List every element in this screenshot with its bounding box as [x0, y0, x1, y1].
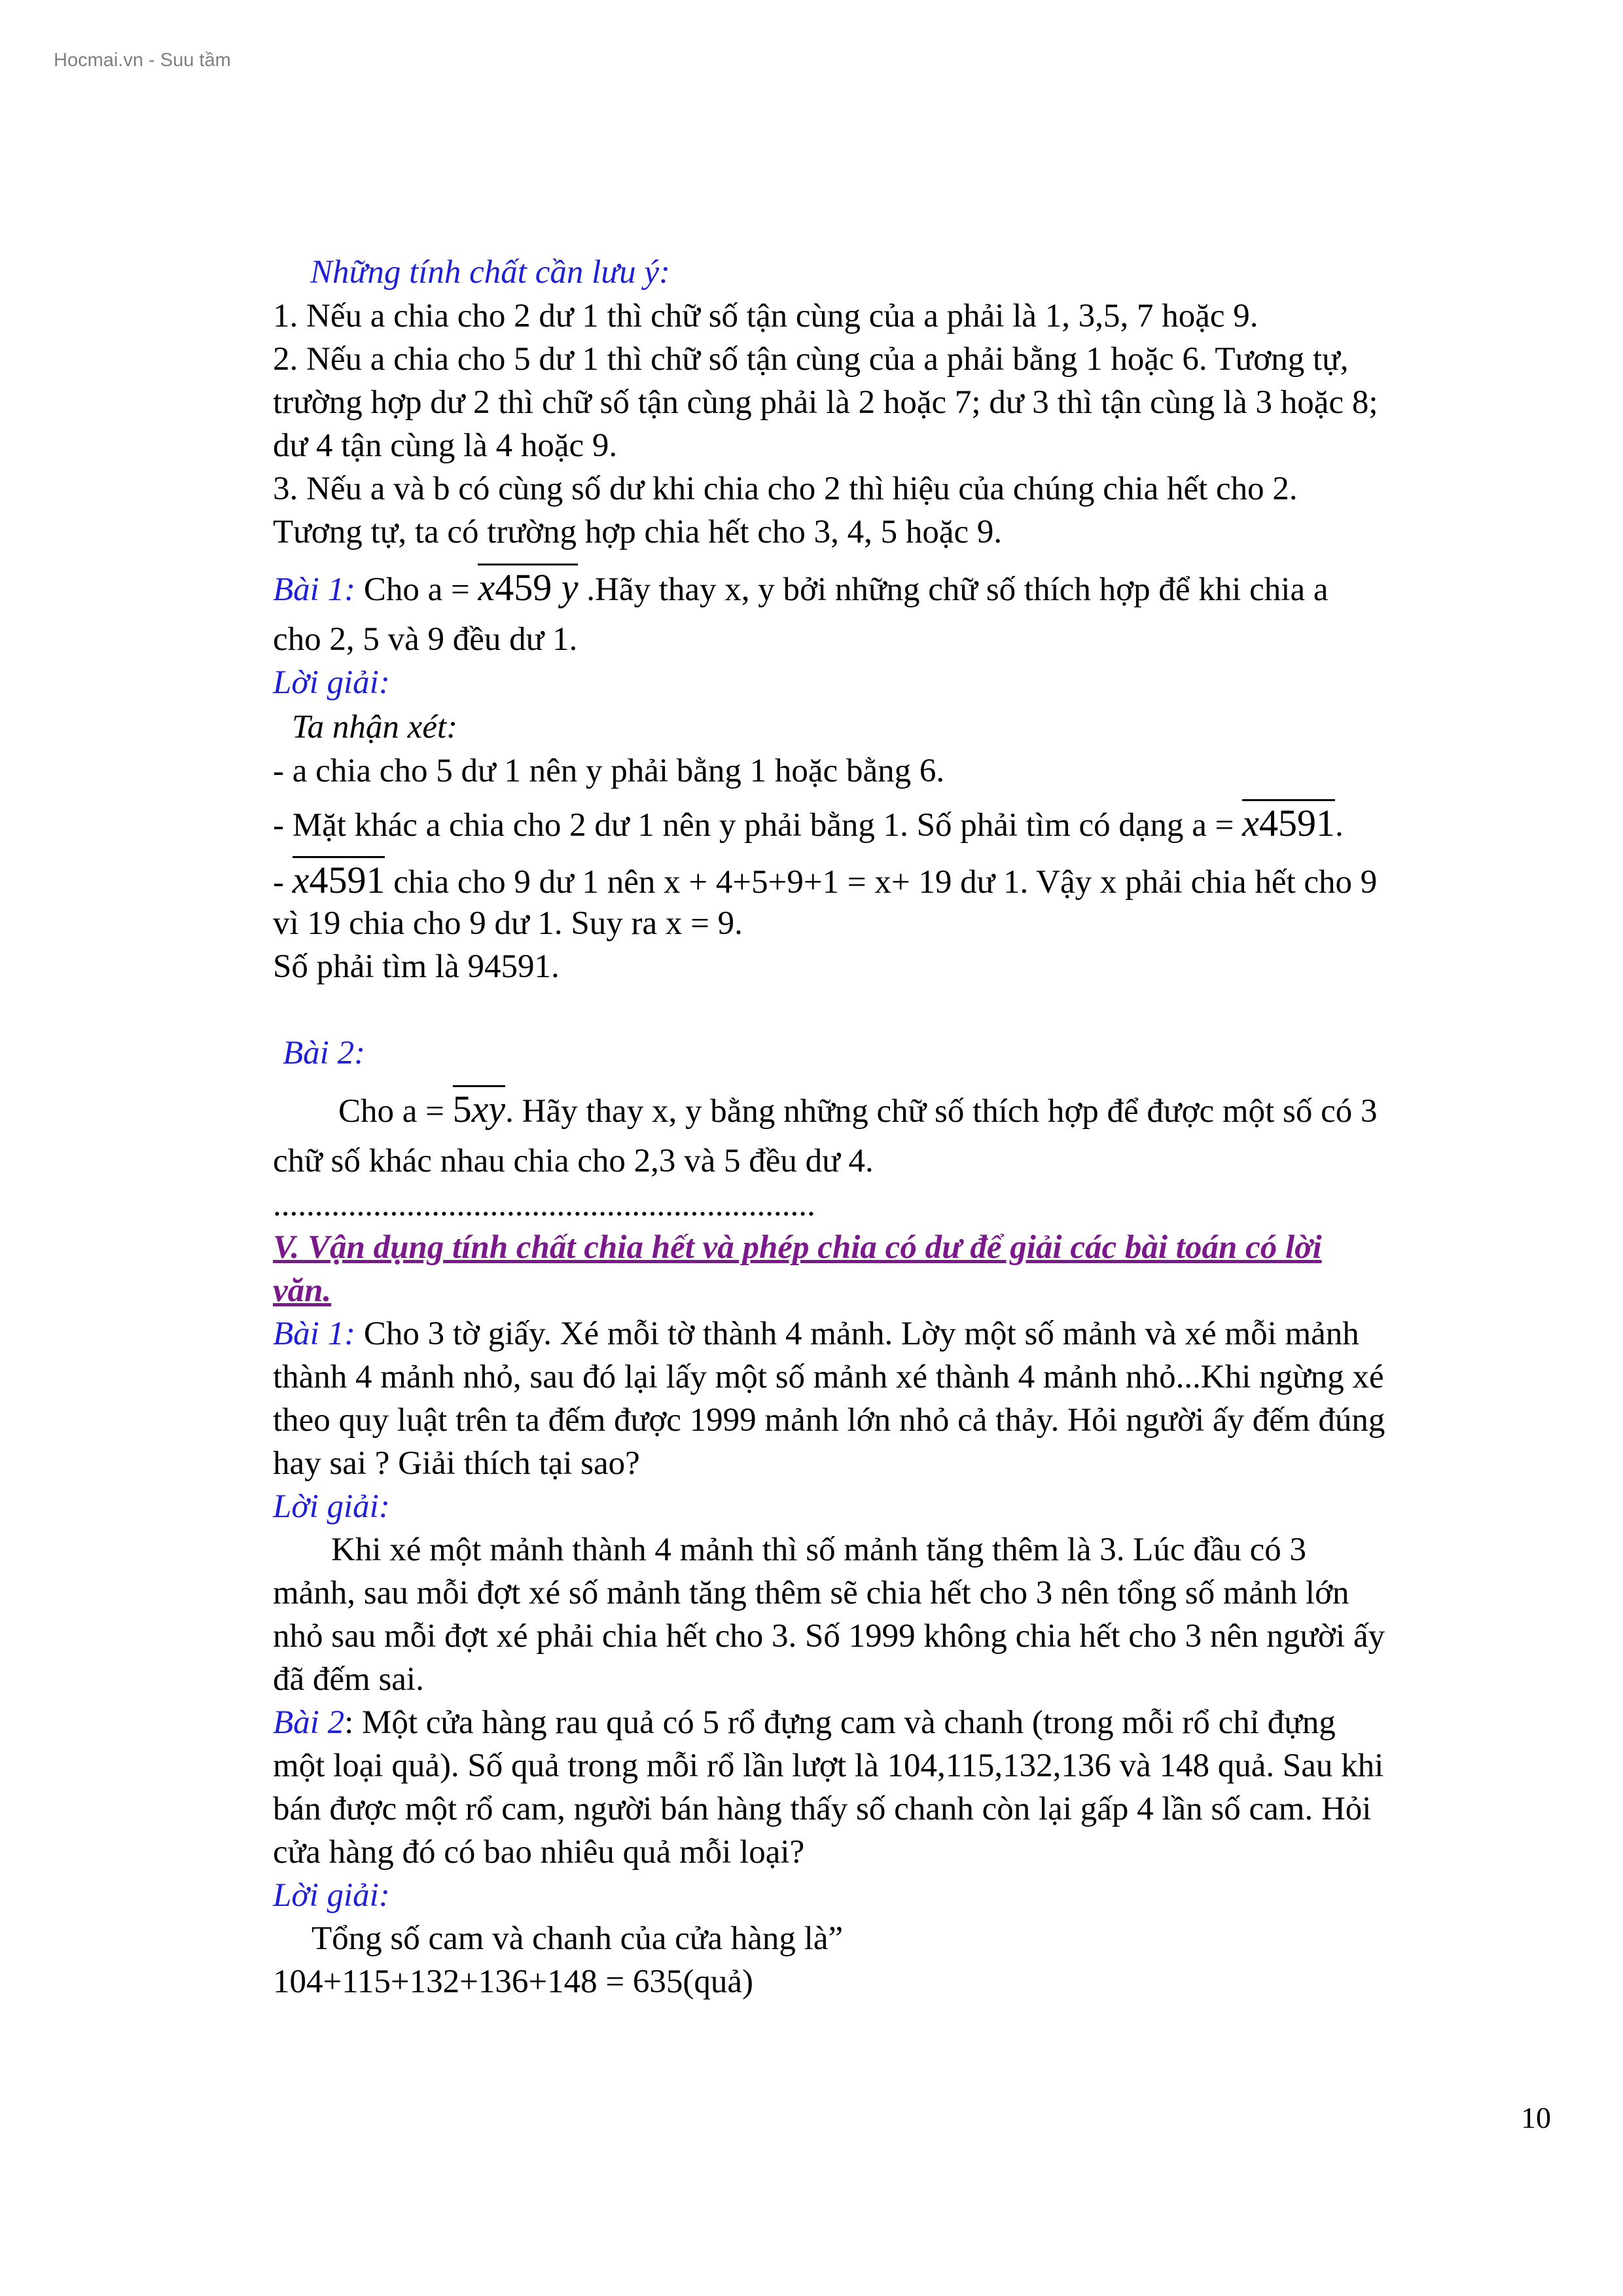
- v-bai1-solution-label: Lời giải:: [273, 1488, 390, 1525]
- section-v-heading-line-2: văn.: [273, 1272, 332, 1309]
- bai1-remark: Ta nhận xét:: [292, 709, 458, 745]
- bai1-label: Bài 1:: [273, 571, 356, 608]
- property-2-line-3: dư 4 tận cùng là 4 hoặc 9.: [273, 427, 618, 464]
- bai1-answer: Số phải tìm là 94591.: [273, 948, 560, 985]
- page-number: 10: [1521, 2101, 1551, 2134]
- bai1-pre: Cho a =: [355, 571, 478, 608]
- bai1-problem-line-1: [273, 566, 1329, 611]
- bai1-step-2: - Mặt khác a chia cho 2 dư 1 nên y phải bằng 1. Số phải tìm có dạng a = x4591.: [273, 802, 1344, 847]
- v-bai1-solution-1: Khi xé một mảnh thành 4 mảnh thì số mảnh tăng thêm là 3. Lúc đầu có 3: [331, 1532, 1307, 1568]
- v-bai1-line-1: Bài 1: Cho 3 tờ giấy. Xé mỗi tờ thành 4 mảnh. Lờy một số mảnh và xé mỗi mảnh: [273, 1316, 1359, 1352]
- property-3-line-1: 3. Nếu a và b có cùng số dư khi chia cho 2 thì hiệu của chúng chia hết cho 2.: [273, 471, 1298, 507]
- property-2-line-2: trường hợp dư 2 thì chữ số tận cùng phải là 2 hoặc 7; dư 3 thì tận cùng là 3 hoặc 8;: [273, 384, 1378, 421]
- v-bai1-solution-3: nhỏ sau mỗi đợt xé phải chia hết cho 3. Số 1999 không chia hết cho 3 nên người ấy: [273, 1618, 1385, 1655]
- v-bai2-label: Bài 2: [273, 1704, 345, 1741]
- property-1: 1. Nếu a chia cho 2 dư 1 thì chữ số tận cùng của a phải là 1, 3,5, 7 hoặc 9.: [273, 298, 1258, 334]
- property-2-line-1: 2. Nếu a chia cho 5 dư 1 thì chữ số tận cùng của a phải bằng 1 hoặc 6. Tương tự,: [273, 341, 1349, 378]
- v-bai2-line-3: bán được một rổ cam, người bán hàng thấy số chanh còn lại gấp 4 lần số cam. Hỏi: [273, 1791, 1372, 1827]
- bai1-number-x4591-b: x4591: [293, 859, 385, 902]
- bai1-number-x459y: x459 y: [478, 566, 578, 609]
- bai2-number-5xy: 5xy: [453, 1088, 506, 1131]
- v-bai2-solution-label: Lời giải:: [273, 1877, 390, 1914]
- bai1-solution-label: Lời giải:: [273, 664, 390, 701]
- dotted-separator: .................................................................: [273, 1187, 815, 1223]
- v-bai2-solution-2: 104+115+132+136+148 = 635(quả): [273, 1964, 754, 2000]
- v-bai1-solution-2: mảnh, sau mỗi đợt xé số mảnh tăng thêm sẽ chia hết cho 3 nên tổng số mảnh lớn: [273, 1575, 1349, 1611]
- bai2-problem-line-1: Cho a = 5xy. Hãy thay x, y bằng những chữ số thích hợp để được một số có 3: [338, 1088, 1378, 1133]
- property-3-line-2: Tương tự, ta có trường hợp chia hết cho 3, 4, 5 hoặc 9.: [273, 514, 1003, 550]
- section-v-heading-line-1: V. Vận dụng tính chất chia hết và phép chia có dư để giải các bài toán có lời: [273, 1229, 1322, 1266]
- bai1-step-4: vì 19 chia cho 9 dư 1. Suy ra x = 9.: [273, 905, 743, 942]
- bai1-problem-line-2: cho 2, 5 và 9 đều dư 1.: [273, 621, 578, 658]
- v-bai1-line-3: theo quy luật trên ta đếm được 1999 mảnh lớn nhỏ cả thảy. Hỏi người ấy đếm đúng: [273, 1402, 1385, 1439]
- v-bai2-line-4: cửa hàng đó có bao nhiêu quả mỗi loại?: [273, 1834, 805, 1871]
- v-bai2-line-2: một loại quả). Số quả trong mỗi rổ lần lượt là 104,115,132,136 và 148 quả. Sau khi: [273, 1748, 1384, 1784]
- v-bai2-line-1: Bài 2: Một cửa hàng rau quả có 5 rổ đựng cam và chanh (trong mỗi rổ chỉ đựng: [273, 1704, 1336, 1741]
- v-bai1-line-2: thành 4 mảnh nhỏ, sau đó lại lấy một số mảnh xé thành 4 mảnh nhỏ...Khi ngừng xé: [273, 1359, 1384, 1395]
- bai2-label: Bài 2:: [283, 1035, 366, 1071]
- watermark: Hocmai.vn - Suu tầm: [54, 50, 231, 71]
- bai1-post: .Hãy thay x, y bởi những chữ số thích hợp để khi chia a: [578, 571, 1329, 608]
- bai1-step-3: - x4591 chia cho 9 dư 1 nên x + 4+5+9+1 = x+ 19 dư 1. Vậy x phải chia hết cho 9: [273, 859, 1377, 904]
- bai1-number-x4591: x4591: [1242, 802, 1335, 845]
- v-bai1-line-4: hay sai ? Giải thích tại sao?: [273, 1445, 640, 1482]
- bai1-step-1: - a chia cho 5 dư 1 nên y phải bằng 1 hoặc bằng 6.: [273, 753, 945, 789]
- section-heading: Những tính chất cần lưu ý:: [310, 254, 670, 291]
- v-bai2-solution-1: Tổng số cam và chanh của cửa hàng là”: [312, 1920, 844, 1957]
- v-bai1-label: Bài 1:: [273, 1316, 356, 1352]
- bai2-problem-line-2: chữ số khác nhau chia cho 2,3 và 5 đều dư 4.: [273, 1143, 874, 1179]
- v-bai1-solution-4: đã đếm sai.: [273, 1661, 424, 1698]
